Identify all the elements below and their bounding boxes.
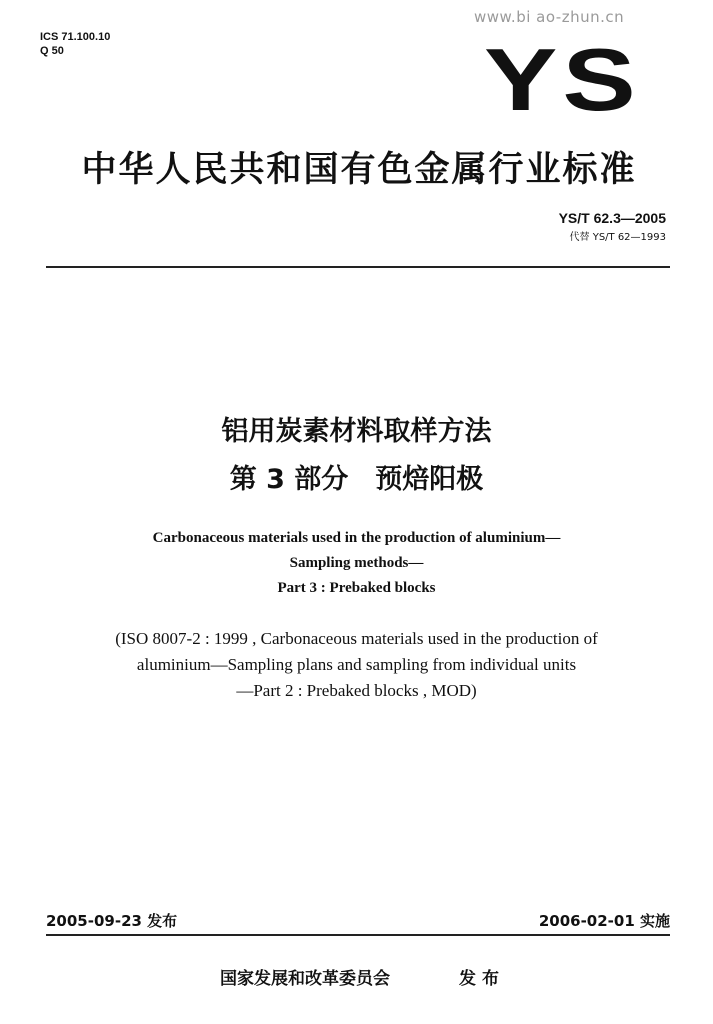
ics-code: ICS 71.100.10 [40, 31, 111, 43]
ccs-code: Q 50 [40, 45, 64, 57]
standard-category-title: 中华人民共和国有色金属行业标准 [81, 150, 637, 190]
iso-reference-line-3: —Part 2 : Prebaked blocks , MOD) [236, 681, 477, 700]
english-title-line-2: Sampling methods— [289, 555, 424, 571]
iso-reference-line-1: (ISO 8007-2 : 1999 , Carbonaceous materials used in the production of [115, 629, 598, 648]
iso-reference-line-2: aluminium—Sampling plans and sampling from individual units [136, 655, 577, 674]
top-divider [46, 266, 670, 268]
classification-codes [40, 30, 110, 58]
chinese-title-line-1: 铝用炭素材料取样方法 [221, 416, 492, 447]
standard-number: YS/T 62.3—2005 [558, 210, 666, 226]
issue-date: 2005-09-23 发布 [46, 912, 178, 930]
watermark-text: www.bi ao-zhun.cn [474, 8, 625, 26]
bottom-divider [46, 934, 670, 936]
effective-date: 2006-02-01 实施 [538, 912, 670, 930]
issuing-action: 发布 [459, 969, 505, 989]
chinese-title-line-2: 第 3 部分 预焙阳极 [229, 464, 484, 495]
ys-logo: YS [484, 30, 641, 129]
replaces-standard: 代替 YS/T 62—1993 [569, 232, 666, 243]
english-title-line-3: Part 3 : Prebaked blocks [277, 580, 436, 596]
english-title-line-1: Carbonaceous materials used in the production of aluminium— [152, 530, 561, 546]
issuing-authority: 国家发展和改革委员会 [220, 969, 390, 989]
